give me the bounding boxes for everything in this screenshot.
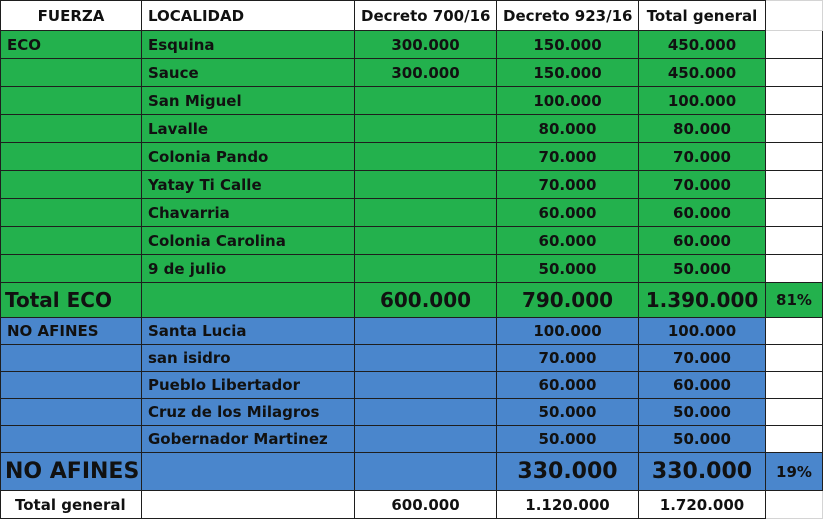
header-decreto-700[interactable]: Decreto 700/16	[355, 1, 497, 31]
total-general-cell[interactable]: 330.000	[639, 453, 766, 491]
header-row	[1, 1, 823, 31]
decreto-700-cell[interactable]	[355, 318, 497, 345]
decreto-700-cell[interactable]	[355, 227, 497, 255]
grand-decreto-923-cell[interactable]: 1.120.000	[497, 491, 639, 519]
table-row	[1, 31, 823, 59]
total-cell[interactable]: 50.000	[639, 255, 766, 283]
localidad-cell[interactable]: Sauce	[142, 59, 355, 87]
empty-cell[interactable]	[766, 171, 823, 199]
table-row	[1, 227, 823, 255]
header-decreto-923[interactable]: Decreto 923/16	[497, 1, 639, 31]
decreto-700-cell[interactable]	[355, 345, 497, 372]
empty-cell[interactable]	[766, 59, 823, 87]
decreto-700-cell[interactable]: 300.000	[355, 59, 497, 87]
decreto-700-cell[interactable]	[355, 372, 497, 399]
total-label-cell[interactable]: NO AFINES	[1, 453, 142, 491]
decreto-700-cell[interactable]	[355, 399, 497, 426]
table-row	[1, 199, 823, 227]
decreto-923-cell[interactable]: 70.000	[497, 171, 639, 199]
table-row	[1, 59, 823, 87]
decreto-700-cell[interactable]	[355, 426, 497, 453]
total-cell[interactable]: 70.000	[639, 345, 766, 372]
empty-cell[interactable]	[766, 143, 823, 171]
total-general-cell[interactable]: 1.390.000	[639, 283, 766, 318]
decreto-923-cell[interactable]: 60.000	[497, 372, 639, 399]
table-row	[1, 426, 823, 453]
empty-cell[interactable]	[766, 255, 823, 283]
fuerza-cell[interactable]: NO AFINES	[1, 318, 142, 345]
table-row	[1, 143, 823, 171]
total-eco-row	[1, 283, 823, 318]
decreto-923-cell[interactable]: 80.000	[497, 115, 639, 143]
empty-cell[interactable]	[766, 372, 823, 399]
percentage-cell[interactable]: 81%	[766, 283, 823, 318]
localidad-cell[interactable]: Colonia Carolina	[142, 227, 355, 255]
fuerza-cell[interactable]	[1, 255, 142, 283]
decreto-700-cell[interactable]	[355, 199, 497, 227]
decreto-700-cell[interactable]	[355, 143, 497, 171]
total-label-cell[interactable]: Total ECO	[1, 283, 142, 318]
empty-cell[interactable]	[766, 115, 823, 143]
fuerza-cell[interactable]	[1, 171, 142, 199]
total-cell[interactable]: 100.000	[639, 318, 766, 345]
decreto-923-cell[interactable]: 50.000	[497, 255, 639, 283]
localidad-cell[interactable]: Esquina	[142, 31, 355, 59]
total-cell[interactable]: 60.000	[639, 227, 766, 255]
grand-total-row	[1, 491, 823, 519]
fuerza-cell[interactable]	[1, 227, 142, 255]
decreto-923-cell[interactable]: 60.000	[497, 199, 639, 227]
empty-cell[interactable]	[142, 453, 355, 491]
decreto-923-total-cell[interactable]: 790.000	[497, 283, 639, 318]
empty-cell[interactable]	[766, 199, 823, 227]
decreto-700-cell[interactable]	[355, 255, 497, 283]
fuerza-cell[interactable]	[1, 59, 142, 87]
localidad-cell[interactable]: Yatay Ti Calle	[142, 171, 355, 199]
decreto-923-cell[interactable]: 50.000	[497, 399, 639, 426]
total-cell[interactable]: 450.000	[639, 31, 766, 59]
total-cell[interactable]: 70.000	[639, 143, 766, 171]
empty-cell[interactable]	[766, 1, 823, 31]
table-row	[1, 115, 823, 143]
empty-cell[interactable]	[766, 87, 823, 115]
total-cell[interactable]: 100.000	[639, 87, 766, 115]
decreto-923-total-cell[interactable]: 330.000	[497, 453, 639, 491]
decreto-923-cell[interactable]: 100.000	[497, 318, 639, 345]
decreto-923-cell[interactable]: 70.000	[497, 143, 639, 171]
fuerza-cell[interactable]	[1, 143, 142, 171]
empty-cell[interactable]	[766, 399, 823, 426]
decreto-700-total-cell[interactable]	[355, 453, 497, 491]
empty-cell[interactable]	[766, 318, 823, 345]
localidad-cell[interactable]: Chavarria	[142, 199, 355, 227]
fuerza-cell[interactable]: ECO	[1, 31, 142, 59]
decreto-700-total-cell[interactable]: 600.000	[355, 283, 497, 318]
fuerza-cell[interactable]	[1, 345, 142, 372]
empty-cell[interactable]	[766, 345, 823, 372]
empty-cell[interactable]	[142, 283, 355, 318]
empty-cell[interactable]	[766, 227, 823, 255]
decreto-923-cell[interactable]: 150.000	[497, 31, 639, 59]
decreto-700-cell[interactable]	[355, 115, 497, 143]
empty-cell[interactable]	[766, 31, 823, 59]
fuerza-cell[interactable]	[1, 426, 142, 453]
localidad-cell[interactable]: Lavalle	[142, 115, 355, 143]
fuerza-cell[interactable]	[1, 399, 142, 426]
localidad-cell[interactable]: san isidro	[142, 345, 355, 372]
table-row	[1, 372, 823, 399]
fuerza-cell[interactable]	[1, 87, 142, 115]
decreto-923-cell[interactable]: 70.000	[497, 345, 639, 372]
empty-cell[interactable]	[766, 426, 823, 453]
table-row	[1, 345, 823, 372]
empty-cell[interactable]	[142, 491, 355, 519]
fuerza-cell[interactable]	[1, 115, 142, 143]
table-row	[1, 171, 823, 199]
grand-decreto-700-cell[interactable]: 600.000	[355, 491, 497, 519]
total-cell[interactable]: 60.000	[639, 372, 766, 399]
localidad-cell[interactable]: Santa Lucia	[142, 318, 355, 345]
header-fuerza[interactable]: FUERZA	[1, 1, 142, 31]
table-row	[1, 87, 823, 115]
table-row	[1, 255, 823, 283]
table-row	[1, 318, 823, 345]
percentage-cell[interactable]: 19%	[766, 453, 823, 491]
total-no-afines-row	[1, 453, 823, 491]
grand-total-cell[interactable]: 1.720.000	[639, 491, 766, 519]
decreto-700-cell[interactable]: 300.000	[355, 31, 497, 59]
empty-cell[interactable]	[766, 491, 823, 519]
total-cell[interactable]: 50.000	[639, 426, 766, 453]
decreto-923-cell[interactable]: 50.000	[497, 426, 639, 453]
localidad-cell[interactable]: San Miguel	[142, 87, 355, 115]
decreto-700-cell[interactable]	[355, 171, 497, 199]
decreto-700-cell[interactable]	[355, 87, 497, 115]
fuerza-cell[interactable]	[1, 199, 142, 227]
total-cell[interactable]: 80.000	[639, 115, 766, 143]
grand-total-label-cell[interactable]: Total general	[1, 491, 142, 519]
decreto-923-cell[interactable]: 150.000	[497, 59, 639, 87]
localidad-cell[interactable]: Gobernador Martinez	[142, 426, 355, 453]
localidad-cell[interactable]: Pueblo Libertador	[142, 372, 355, 399]
header-total-general[interactable]: Total general	[639, 1, 766, 31]
total-cell[interactable]: 450.000	[639, 59, 766, 87]
header-localidad[interactable]: LOCALIDAD	[142, 1, 355, 31]
localidad-cell[interactable]: Colonia Pando	[142, 143, 355, 171]
total-cell[interactable]: 50.000	[639, 399, 766, 426]
fuerza-cell[interactable]	[1, 372, 142, 399]
decreto-923-cell[interactable]: 100.000	[497, 87, 639, 115]
total-cell[interactable]: 70.000	[639, 171, 766, 199]
decreto-923-cell[interactable]: 60.000	[497, 227, 639, 255]
localidad-cell[interactable]: 9 de julio	[142, 255, 355, 283]
localidad-cell[interactable]: Cruz de los Milagros	[142, 399, 355, 426]
table-row	[1, 399, 823, 426]
total-cell[interactable]: 60.000	[639, 199, 766, 227]
